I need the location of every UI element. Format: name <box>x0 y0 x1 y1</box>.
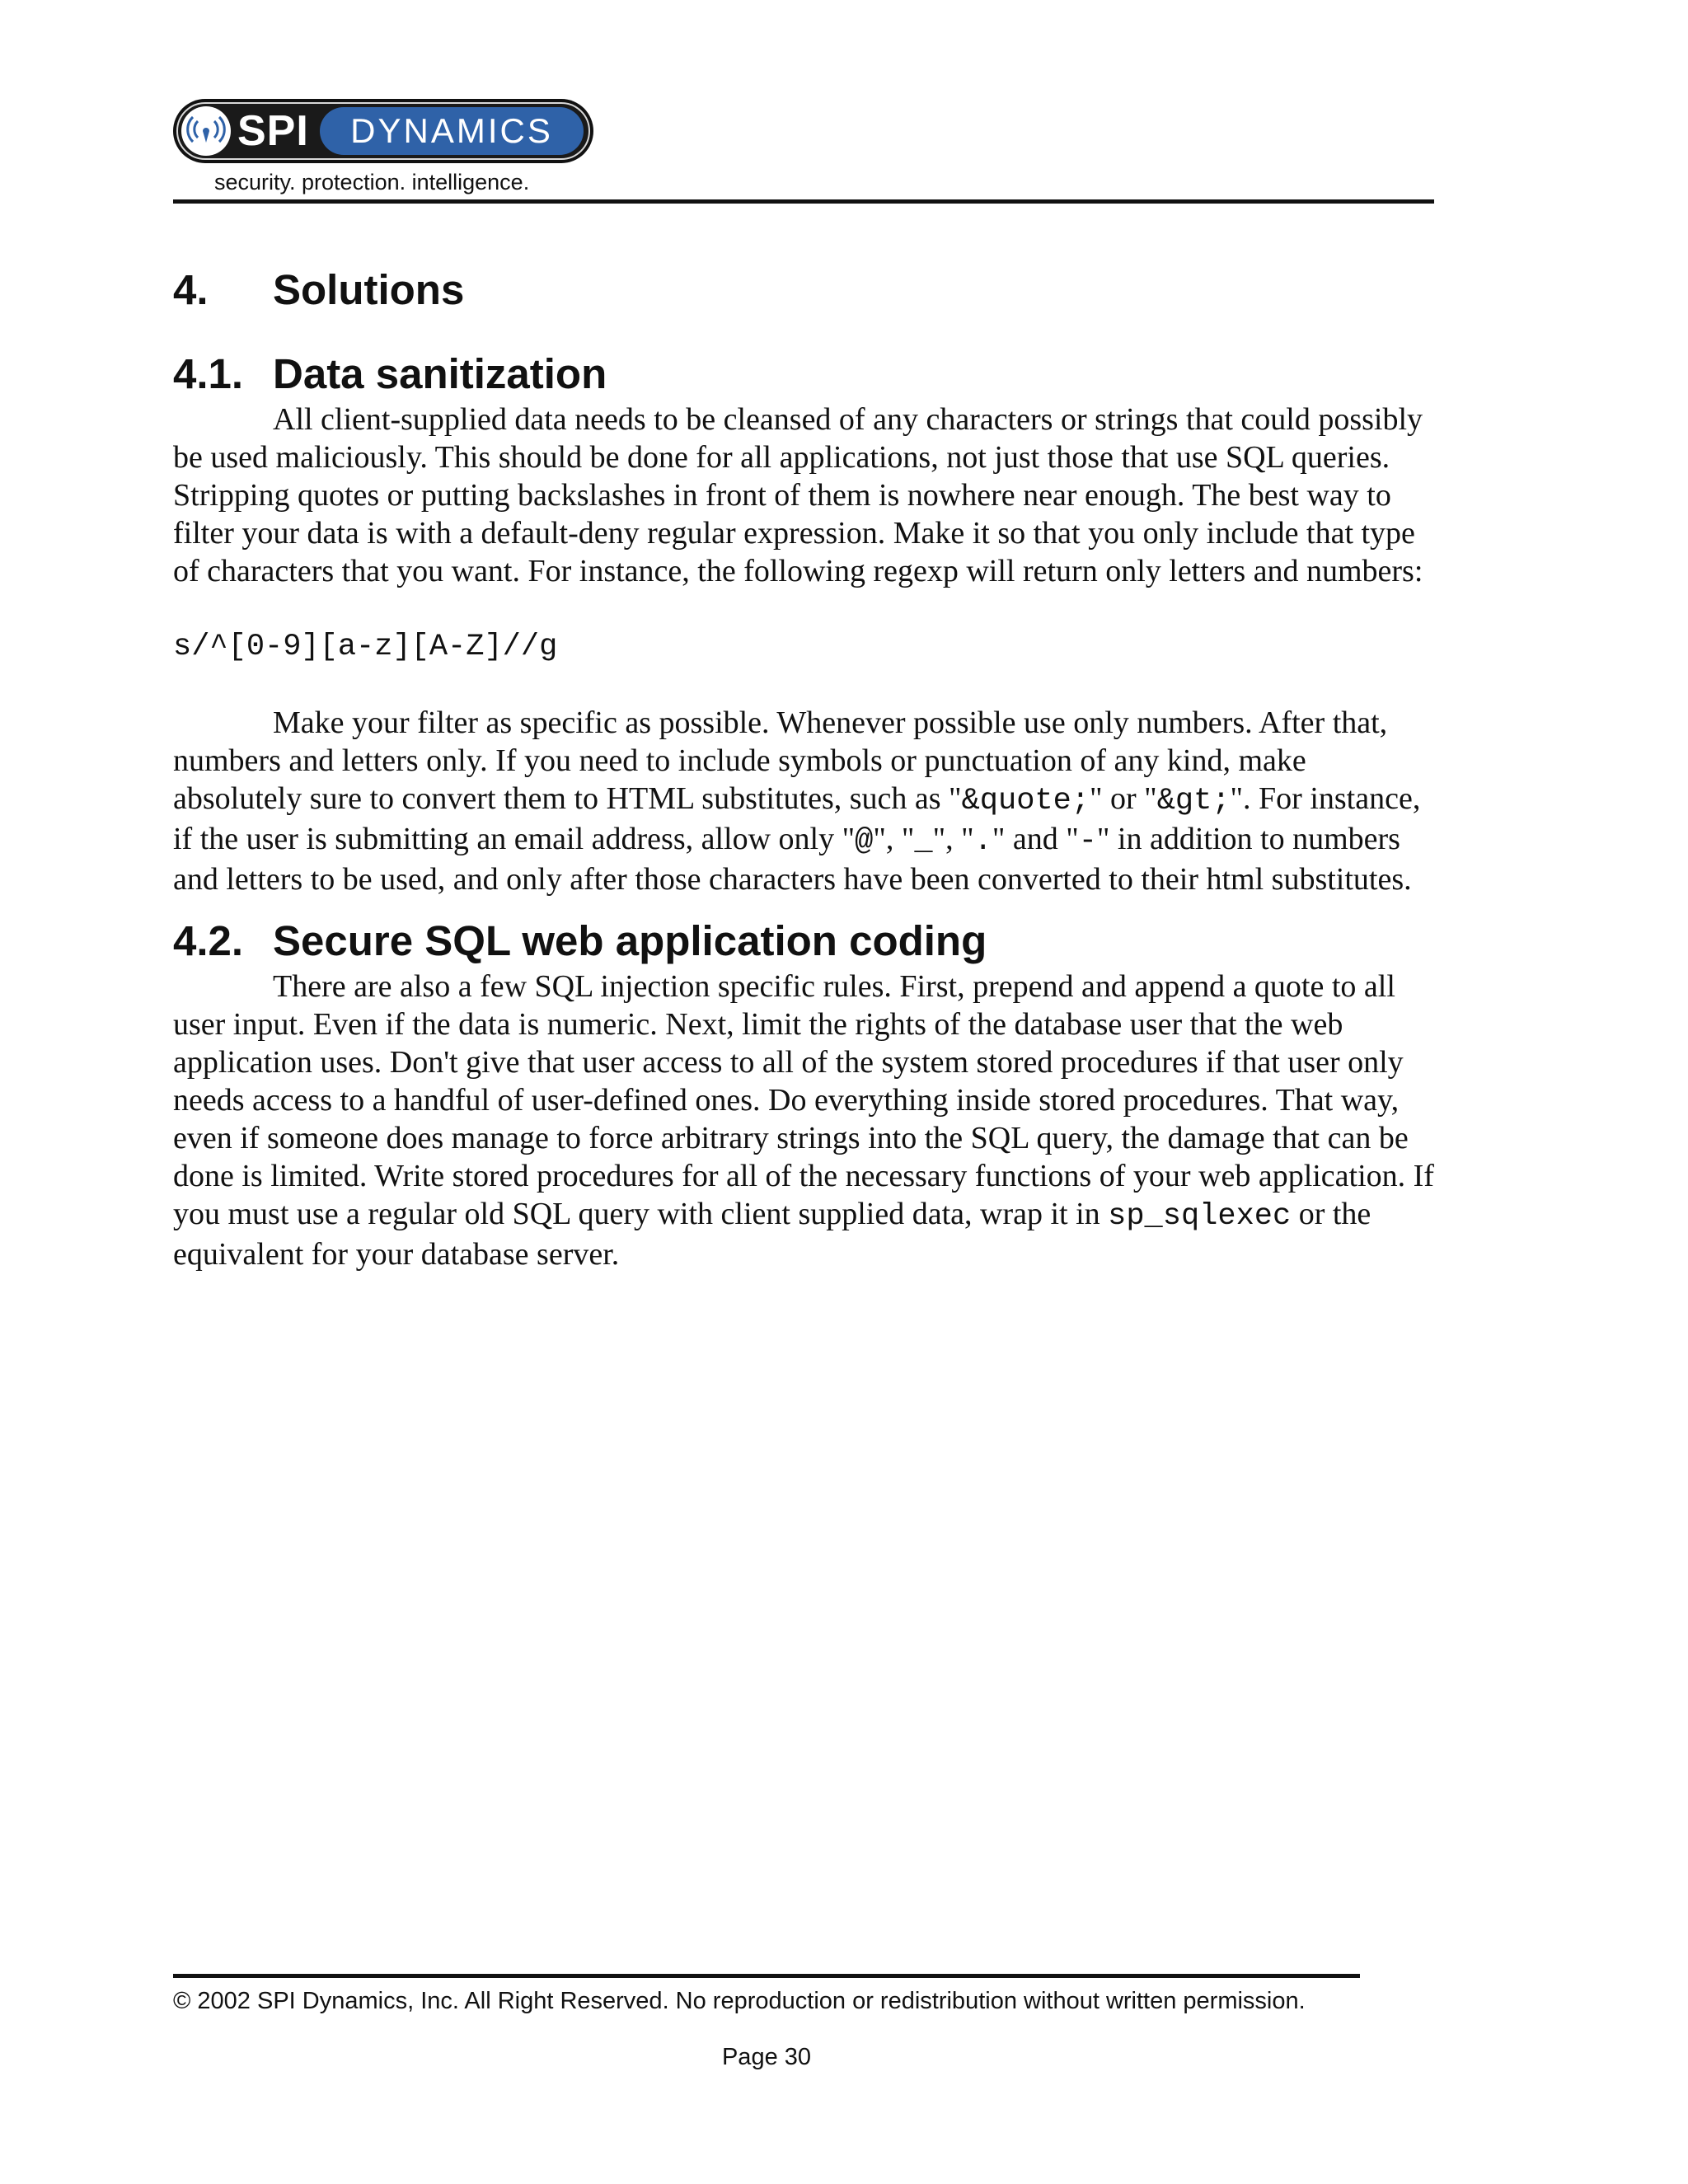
section-4-heading <box>173 264 1434 316</box>
copyright-notice: © 2002 SPI Dynamics, Inc. All Right Reserved. No reproduction or redistribution without written permission. <box>173 1988 1306 2014</box>
code-run: sp_sqlexec <box>1108 1199 1292 1234</box>
section-title: Solutions <box>273 266 465 313</box>
regexp-code: s/^[0-9][a-z][A-Z]//g <box>173 630 558 664</box>
text-run: " in addition to numbers and letters to be used, and only after those characters have been converted to their html substitutes. <box>173 822 1412 897</box>
header-divider <box>173 199 1434 204</box>
code-run: &quote; <box>961 784 1090 818</box>
secure-sql-paragraph <box>173 968 1434 1273</box>
code-run: @ <box>855 824 874 859</box>
text-run: ", " <box>932 822 974 856</box>
code-run: &gt; <box>1156 784 1231 818</box>
section-number: 4. <box>173 266 209 313</box>
main-content <box>173 264 1434 1273</box>
logo-brand-secondary: DYNAMICS <box>350 111 553 150</box>
signal-emblem-icon <box>181 106 231 156</box>
text-run: " and " <box>992 822 1079 856</box>
filter-paragraph <box>173 704 1434 898</box>
section-title: Data sanitization <box>273 350 607 397</box>
footer-divider <box>173 1974 1360 1978</box>
logo-brand-secondary-box <box>320 107 584 155</box>
code-run: - <box>1078 824 1097 859</box>
logo-brand-primary: SPI <box>237 107 309 155</box>
text-run: ", " <box>873 822 915 856</box>
text-run: or the equivalent for your database server. <box>173 1197 1372 1272</box>
text-run: " or " <box>1090 781 1157 816</box>
page-number: Page 30 <box>721 2044 812 2070</box>
section-number: 4.1. <box>173 350 244 397</box>
company-logo <box>173 99 598 202</box>
text-run: Make your filter as specific as possible. Whenever possible use only numbers. After that, numbers and letters only. If you need to include symbols or punctuation of any kind, make absolutely sure to convert them to HTML substitutes, such as " <box>173 705 1388 816</box>
section-title: Secure SQL web application coding <box>273 917 987 964</box>
text-run: ". For instance, if the user is submitting an email address, allow only " <box>173 781 1421 856</box>
code-run: . <box>973 824 992 859</box>
code-run: _ <box>914 824 933 859</box>
section-4-2-heading <box>173 915 1434 968</box>
data-sanitization-paragraph: All client-supplied data needs to be cleansed of any characters or strings that could possibly be used maliciously. This should be done for all applications, not just those that use SQL queries. Stripping quotes or putting backslashes in front of them is nowhere near enough. The best way to filter your data is with a default-deny regular expression. Make it so that you only include that type of characters that you want. For instance, the following regexp will return only letters and numbers: <box>173 402 1423 588</box>
logo-tagline: security. protection. intelligence. <box>214 170 530 194</box>
section-number: 4.2. <box>173 917 244 964</box>
section-4-1-heading <box>173 348 1434 401</box>
text-run: There are also a few SQL injection specific rules. First, prepend and append a quote to all user input. Even if the data is numeric. Next, limit the rights of the database user that the web application uses. Don't give that user access to all of the system stored procedures if that user only needs access to a handful of user-defined ones. Do everything inside stored procedures. That way, even if someone does manage to force arbitrary strings into the SQL query, the damage that can be done is limited. Write stored procedures for all of the necessary functions of your web application. If you must use a regular old SQL query with client supplied data, wrap it in <box>173 969 1434 1231</box>
